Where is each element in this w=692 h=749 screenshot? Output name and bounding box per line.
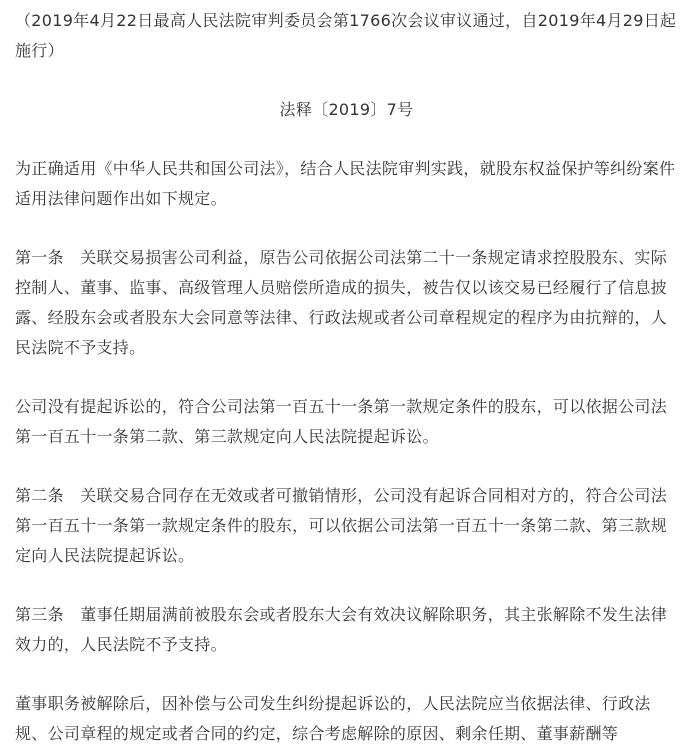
spacer	[15, 214, 678, 243]
article-1-paragraph-2: 公司没有提起诉讼的，符合公司法第一百五十一条第一款规定条件的股东，可以依据公司法第一百五十一条第二款、第三款规定向人民法院提起诉讼。	[15, 397, 668, 446]
spacer	[15, 452, 678, 481]
article-3-paragraph: 第三条 董事任期届满前被股东会或者股东大会有效决议解除职务，其主张解除不发生法律效力的，人民法院不予支持。	[15, 605, 668, 654]
spacer	[15, 66, 678, 95]
spacer	[15, 125, 678, 154]
spacer	[15, 571, 678, 600]
document-number: 法释〔2019〕7号	[279, 100, 414, 119]
article-2-paragraph: 第二条 关联交易合同存在无效或者可撤销情形，公司没有起诉合同相对方的，符合公司法第一百五十一条第一款规定条件的股东，可以依据公司法第一百五十一条第二款、第三款规定向人民法院提起诉讼。	[15, 486, 668, 565]
preamble-paragraph: 为正确适用《中华人民共和国公司法》，结合人民法院审判实践，就股东权益保护等纠纷案件适用法律问题作出如下规定。	[15, 159, 676, 208]
intro-note: （2019年4月22日最高人民法院审判委员会第1766次会议审议通过，自2019年4月29日起施行）	[15, 11, 677, 60]
article-3-paragraph-2: 董事职务被解除后，因补偿与公司发生纠纷提起诉讼的，人民法院应当依据法律、行政法规、公司章程的规定或者合同的约定，综合考虑解除的原因、剩余任期、董事薪酬等	[15, 694, 651, 743]
spacer	[15, 660, 678, 689]
article-1-paragraph: 第一条 关联交易损害公司利益，原告公司依据公司法第二十一条规定请求控股股东、实际控制人、董事、监事、高级管理人员赔偿所造成的损失，被告仅以该交易已经履行了信息披露、经股东会或者股东大会同意等法律、行政法规或者公司章程规定的程序为由抗辩的，人民法院不予支持。	[15, 248, 668, 357]
spacer	[15, 363, 678, 392]
